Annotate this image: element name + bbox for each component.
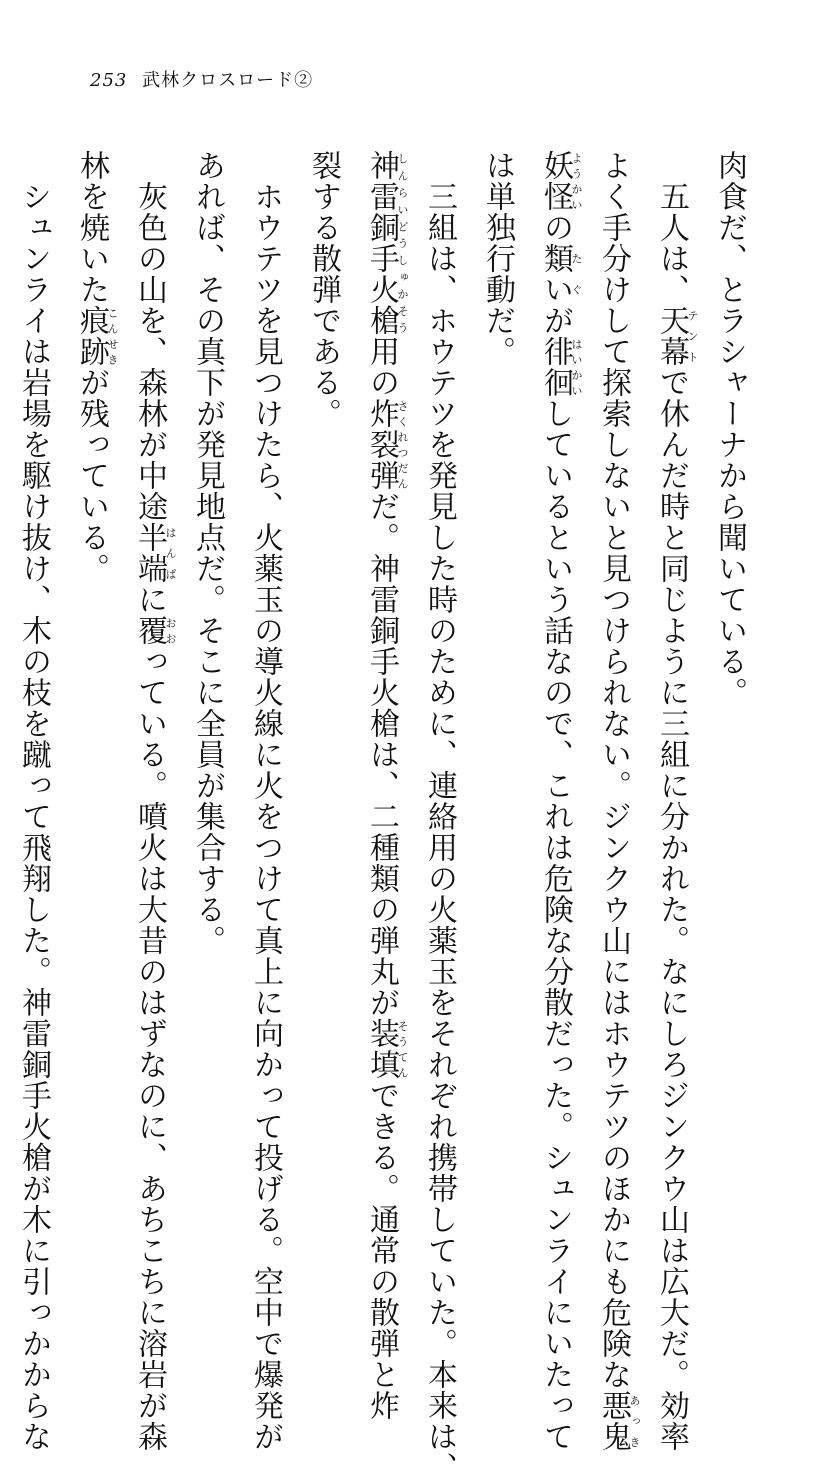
furigana: 類いたぐ (538, 243, 583, 305)
paragraph-3: 三組は、ホウテツを発見した時のために、連絡用の火薬玉をそれぞれ携帯していた。本来は、 神雷銅手火槍しんらいどうしゅかそう用の炸裂弾さくれつだんだ。神雷銅手火槍は、二種類の弾丸が装填そうてんできる。通常の散弾と炸 裂する散弾である。 (306, 150, 457, 1483)
book-title: 武林クロスロード② (142, 70, 314, 91)
paragraph-5: 灰色の山を、森林が中途半端はんぱに覆おおっている。噴火は大昔のはずなのに、あちこちに溶岩が森 林を焼いた痕跡こんせきが残っている。 (74, 150, 177, 1452)
paragraph-2: 五人は、天幕テントで休んだ時と同じように三組に分かれた。なにしろジンクウ山は広大だ。効率 よく手分けして探索しないと見つけられない。ジンクウ山にはホウテツのほかにも危険な悪鬼あっき 妖怪ようかいの類いたぐが徘徊はいかいしているという話なので、これは危険な分散だった。シュンライにいたって は単独行動だ。 (480, 150, 699, 1452)
furigana: 痕跡こんせき (74, 305, 119, 367)
furigana: 装填そうてん (364, 1018, 409, 1080)
furigana: 覆おお (132, 615, 177, 646)
furigana: 悪鬼あっき (596, 1390, 641, 1452)
page-number: 253 (90, 70, 128, 91)
running-header (90, 66, 313, 92)
body-text (0, 150, 758, 1483)
paragraph-6: シュンライは岩場を駆け抜け、木の枝を蹴って飛翔した。神雷銅手火槍が木に引っかからな (16, 181, 51, 1452)
furigana: 神雷銅手火槍しんらいどうしゅかそう (364, 150, 409, 336)
furigana: 半端はんぱ (132, 522, 177, 584)
furigana: 炸裂弾さくれつだん (364, 398, 409, 491)
paragraph-4: ホウテツを見つけたら、火薬玉の導火線に火をつけて真上に向かって投げる。空中で爆発が あれば、その真下が発見地点だ。そこに全員が集合する。 (190, 150, 283, 1452)
paragraph-1: 肉食だ、とラシャーナから聞いている。 (712, 150, 747, 708)
furigana: 天幕テント (654, 305, 699, 367)
furigana: 妖怪ようかい (538, 150, 583, 212)
furigana: 徘徊はいかい (538, 336, 583, 398)
